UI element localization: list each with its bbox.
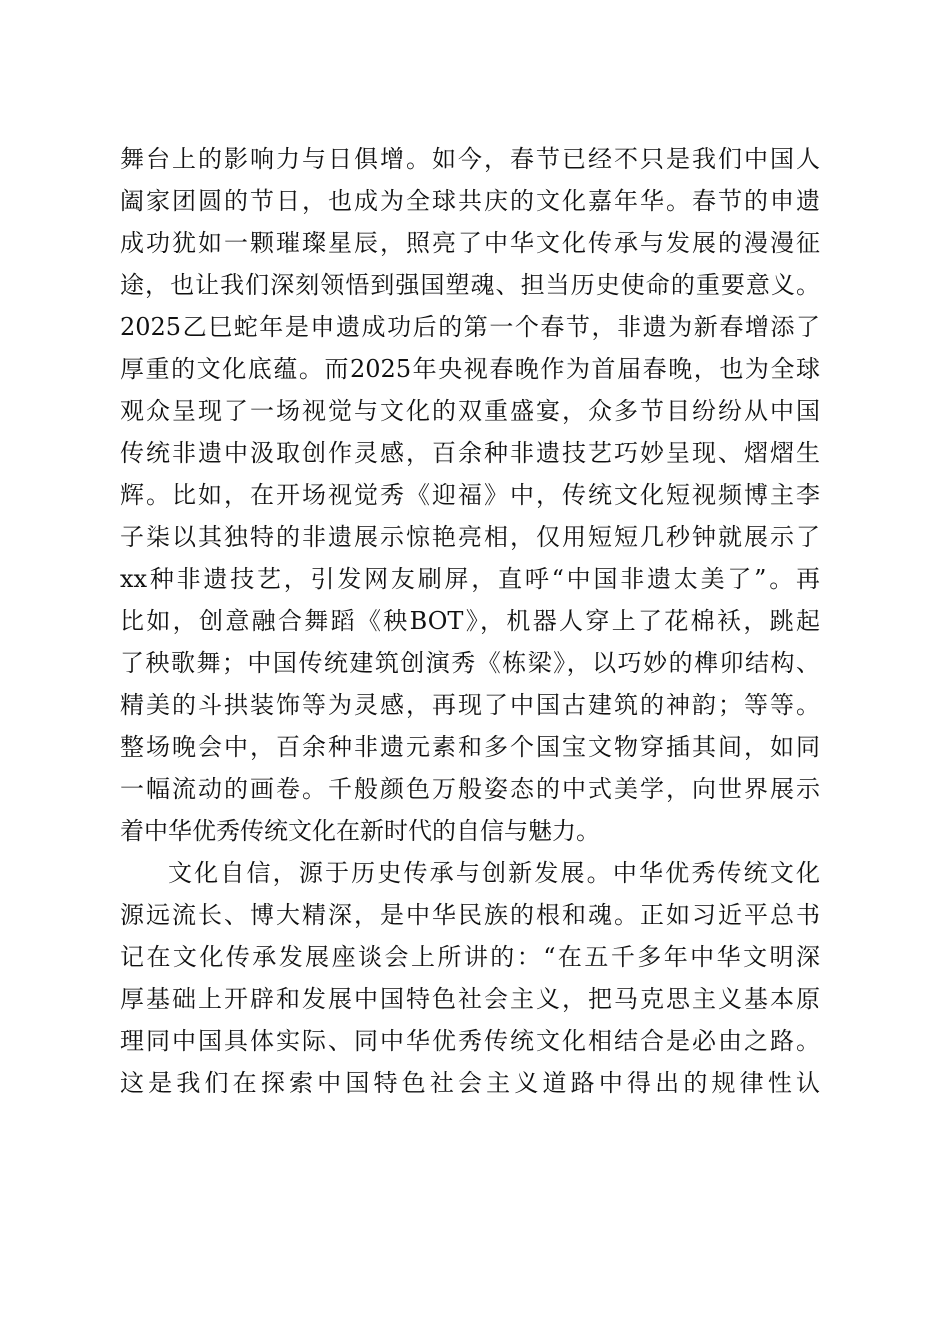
text-line-4: 途，也让我们深刻领悟到强国塑魂、担当历史使命的重要意义。: [120, 271, 820, 299]
text-line-11: xx种非遗技艺，引发网友刷屏，直呼“中国非遗太美了”。再: [120, 565, 820, 593]
text-line-6: 厚重的文化底蕴。而2025年央视春晚作为首届春晚，也为全球: [120, 355, 820, 383]
text-line-18: 文化自信，源于历史传承与创新发展。中华优秀传统文化: [168, 859, 820, 887]
text-line-5: 2025乙巳蛇年是申遗成功后的第一个春节，非遗为新春增添了: [120, 313, 820, 341]
text-line-20: 记在文化传承发展座谈会上所讲的：“在五千多年中华文明深: [120, 943, 820, 971]
text-line-22: 理同中国具体实际、同中华优秀传统文化相结合是必由之路。: [120, 1027, 820, 1055]
text-line-10: 子柒以其独特的非遗展示惊艳亮相，仅用短短几秒钟就展示了: [120, 523, 820, 551]
text-line-17: 着中华优秀传统文化在新时代的自信与魅力。: [120, 817, 600, 845]
text-line-9: 辉。比如，在开场视觉秀《迎福》中，传统文化短视频博主李: [120, 481, 820, 509]
text-line-8: 传统非遗中汲取创作灵感，百余种非遗技艺巧妙呈现、熠熠生: [120, 439, 820, 467]
text-line-21: 厚基础上开辟和发展中国特色社会主义，把马克思主义基本原: [120, 985, 820, 1013]
text-line-15: 整场晚会中，百余种非遗元素和多个国宝文物穿插其间，如同: [120, 733, 820, 761]
text-line-16: 一幅流动的画卷。千般颜色万般姿态的中式美学，向世界展示: [120, 775, 820, 803]
text-line-23: 这是我们在探索中国特色社会主义道路中得出的规律性认: [120, 1069, 820, 1097]
text-line-2: 阖家团圆的节日，也成为全球共庆的文化嘉年华。春节的申遗: [120, 187, 820, 215]
text-line-7: 观众呈现了一场视觉与文化的双重盛宴，众多节目纷纷从中国: [120, 397, 820, 425]
text-line-13: 了秧歌舞；中国传统建筑创演秀《栋梁》，以巧妙的榫卯结构、: [120, 649, 820, 677]
text-line-12: 比如，创意融合舞蹈《秧BOT》，机器人穿上了花棉袄，跳起: [120, 607, 820, 635]
text-line-14: 精美的斗拱装饰等为灵感，再现了中国古建筑的神韵；等等。: [120, 691, 820, 719]
text-line-19: 源远流长、博大精深，是中华民族的根和魂。正如习近平总书: [120, 901, 820, 929]
text-line-1: 舞台上的影响力与日俱增。如今，春节已经不只是我们中国人: [120, 145, 820, 173]
text-line-3: 成功犹如一颗璀璨星辰，照亮了中华文化传承与发展的漫漫征: [120, 229, 820, 257]
